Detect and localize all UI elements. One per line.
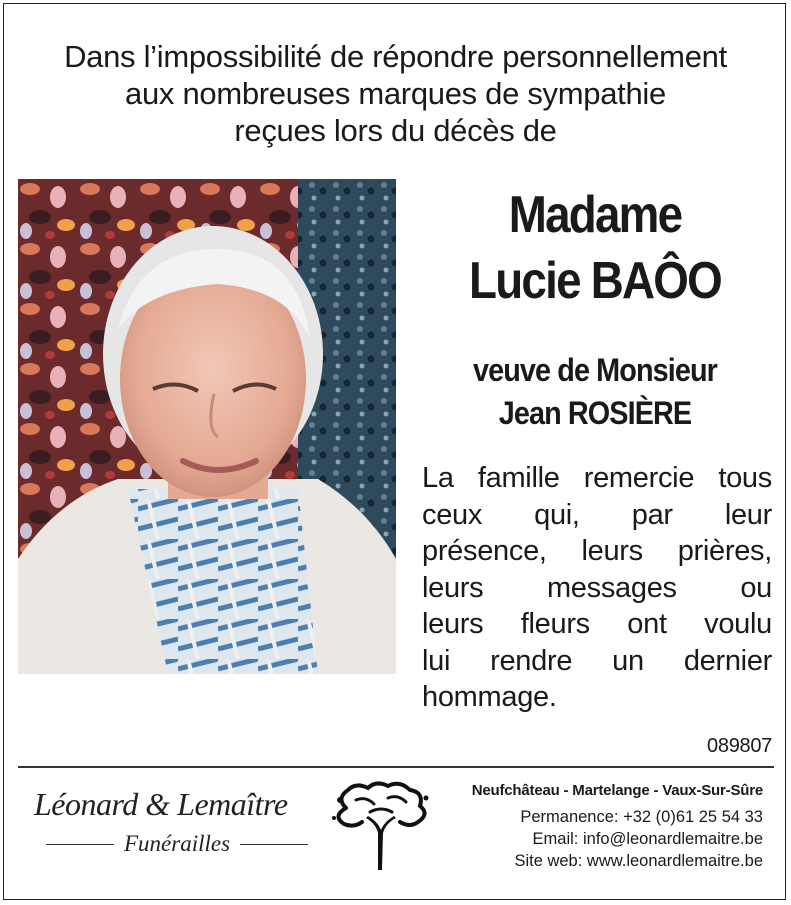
thanks-word: leurs xyxy=(581,535,643,567)
thanks-word: La xyxy=(422,462,454,494)
thanks-line xyxy=(422,533,772,570)
thanks-word: ou xyxy=(740,571,772,604)
divider xyxy=(18,766,774,768)
portrait-photo xyxy=(18,179,396,674)
thanks-word: voulu xyxy=(704,608,772,640)
thanks-word: qui, xyxy=(534,498,580,531)
thanks-line xyxy=(422,643,772,680)
thanks-word: présence, xyxy=(422,535,547,567)
deceased-fullname: Lucie BAÔO xyxy=(469,252,721,310)
widow-line-1: veuve de Monsieur xyxy=(473,352,717,388)
thanks-line xyxy=(422,679,772,716)
reference-number: 089807 xyxy=(707,735,772,757)
thanks-line xyxy=(422,497,772,534)
thanks-line xyxy=(422,606,772,643)
thanks-word: leurs xyxy=(422,571,484,604)
thanks-word: ceux xyxy=(422,498,483,531)
thanks-word: fleurs xyxy=(520,608,590,640)
tree-logo-icon xyxy=(326,778,436,874)
thanks-word: leur xyxy=(724,498,772,531)
intro-line-2: aux nombreuses marques de sympathie xyxy=(125,76,666,111)
subtitle-text: Funérailles xyxy=(123,831,231,856)
subtitle-rule-left xyxy=(46,844,114,845)
funeral-home-name: Léonard & Lemaître xyxy=(34,786,288,822)
email-address: Email: info@leonardlemaitre.be xyxy=(532,830,763,848)
thanks-line xyxy=(422,460,772,497)
thanks-word: tous xyxy=(718,462,772,494)
thanks-word: prières, xyxy=(677,535,772,567)
thanks-word: rendre xyxy=(490,644,573,677)
intro-line-1: Dans l’impossibilité de répondre personnellement xyxy=(64,39,727,74)
thanks-word: par xyxy=(631,498,673,531)
thanks-word: hommage. xyxy=(422,681,557,713)
subtitle-rule-right xyxy=(240,844,308,845)
website-address: Site web: www.leonardlemaitre.be xyxy=(514,852,763,870)
towns-list: Neufchâteau - Martelange - Vaux-Sur-Sûre xyxy=(471,782,763,799)
thanks-line xyxy=(422,570,772,607)
widow-line-2: Jean ROSIÈRE xyxy=(498,395,692,431)
intro-text xyxy=(0,38,791,149)
thanks-word: remercie xyxy=(583,462,695,494)
thanks-word: lui xyxy=(422,644,451,677)
thanks-word: famille xyxy=(477,462,560,494)
thanks-word: dernier xyxy=(683,644,772,677)
deceased-name xyxy=(432,182,758,314)
deceased-title: Madame xyxy=(508,186,682,244)
thanks-paragraph xyxy=(422,460,772,716)
intro-line-3: reçues lors du décès de xyxy=(234,113,557,148)
thanks-word: leurs xyxy=(422,608,484,640)
funeral-home-subtitle xyxy=(46,830,308,858)
thanks-word: messages xyxy=(546,571,677,604)
thanks-word: ont xyxy=(627,608,667,640)
thanks-word: un xyxy=(612,644,644,677)
phone-number: Permanence: +32 (0)61 25 54 33 xyxy=(520,808,763,826)
widow-of xyxy=(429,349,762,435)
contact-block xyxy=(440,780,763,872)
